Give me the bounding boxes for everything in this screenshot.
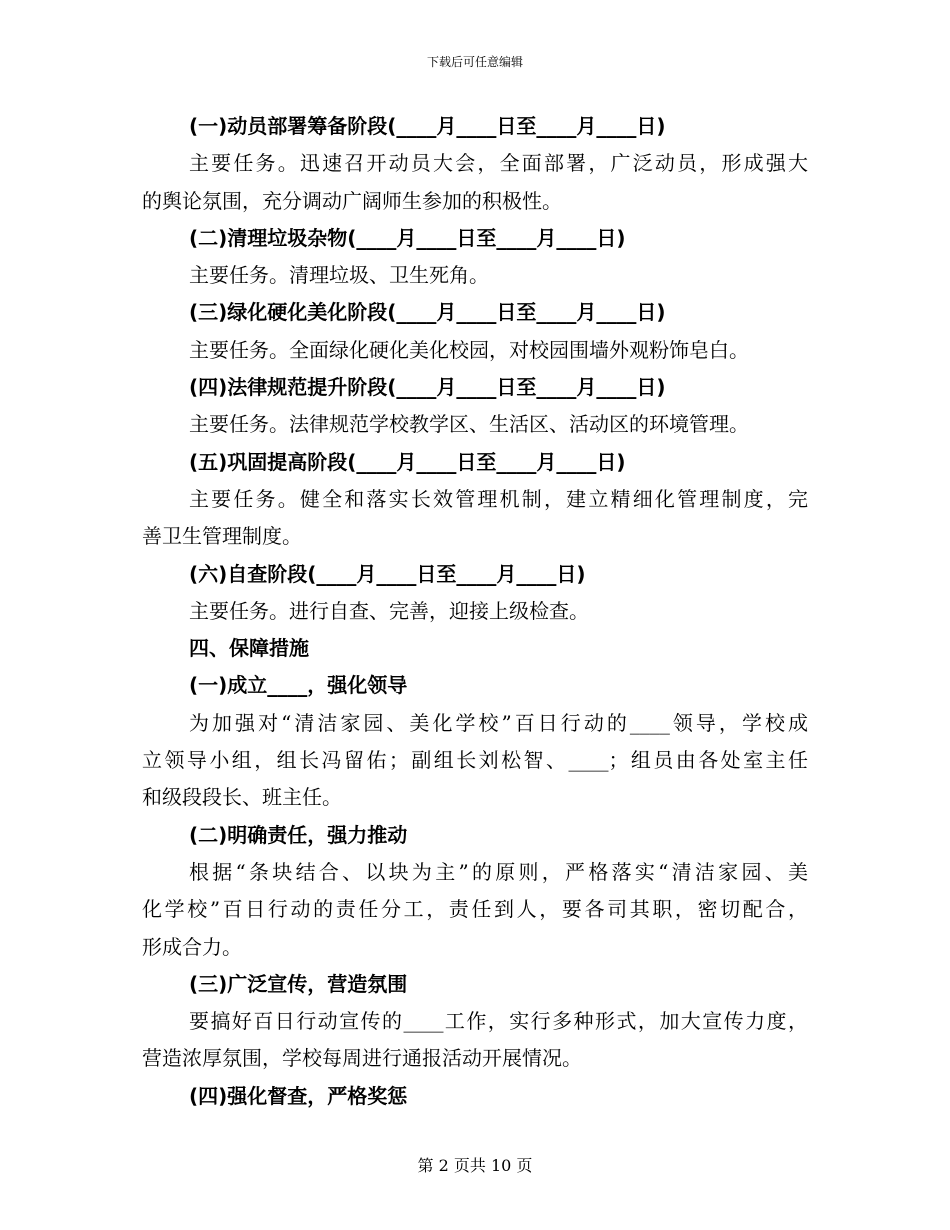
paragraph-line: 主要任务。清理垃圾、卫生死角。 [189, 263, 489, 288]
page-footer: 第 2 页共 10 页 [417, 1156, 533, 1175]
section-heading: 四、保障措施 [189, 636, 309, 661]
paragraph-line: 为加强对“清洁家园、美化学校”百日行动的____领导，学校成 [189, 710, 808, 735]
section-heading: (四)法律规范提升阶段(____月____日至____月____日) [189, 375, 666, 400]
paragraph-line: 形成合力。 [142, 934, 242, 959]
paragraph-line: 根据“条块结合、以块为主”的原则，严格落实“清洁家园、美 [189, 859, 808, 884]
paragraph-line: 立领导小组，组长冯留佑；副组长刘松智、____；组员由各处室主任 [142, 748, 808, 773]
section-heading: (一)成立____，强化领导 [189, 673, 408, 698]
paragraph-line: 要搞好百日行动宣传的____工作，实行多种形式，加大宣传力度， [189, 1009, 808, 1034]
section-heading: (六)自查阶段(____月____日至____月____日) [189, 561, 586, 586]
section-heading: (五)巩固提高阶段(____月____日至____月____日) [189, 449, 626, 474]
paragraph-line: 主要任务。迅速召开动员大会，全面部署，广泛动员，形成强大 [189, 151, 808, 176]
section-heading: (三)绿化硬化美化阶段(____月____日至____月____日) [189, 300, 666, 325]
paragraph-line: 主要任务。进行自查、完善，迎接上级检查。 [189, 598, 589, 623]
paragraph-line: 营造浓厚氛围，学校每周进行通报活动开展情况。 [142, 1046, 582, 1071]
section-heading: (二)清理垃圾杂物(____月____日至____月____日) [189, 225, 626, 250]
paragraph-line: 的舆论氛围，充分调动广阔师生参加的积极性。 [142, 188, 562, 213]
paragraph-line: 化学校”百日行动的责任分工，责任到人，要各司其职，密切配合， [142, 897, 808, 922]
page-header: 下载后可任意编辑 [426, 55, 523, 69]
document-body [142, 108, 808, 1115]
paragraph-line: 善卫生管理制度。 [142, 524, 302, 549]
paragraph-line: 和级段段长、班主任。 [142, 785, 342, 810]
paragraph-line: 主要任务。健全和落实长效管理机制，建立精细化管理制度，完 [189, 486, 808, 511]
paragraph-line: 主要任务。全面绿化硬化美化校园，对校园围墙外观粉饰皂白。 [189, 337, 749, 362]
section-heading: (二)明确责任，强力推动 [189, 822, 408, 847]
section-heading: (四)强化督查，严格奖惩 [189, 1083, 408, 1108]
section-heading: (三)广泛宣传，营造氛围 [189, 971, 408, 996]
section-heading: (一)动员部署筹备阶段(____月____日至____月____日) [189, 114, 666, 138]
paragraph-line: 主要任务。法律规范学校教学区、生活区、活动区的环境管理。 [189, 412, 749, 437]
